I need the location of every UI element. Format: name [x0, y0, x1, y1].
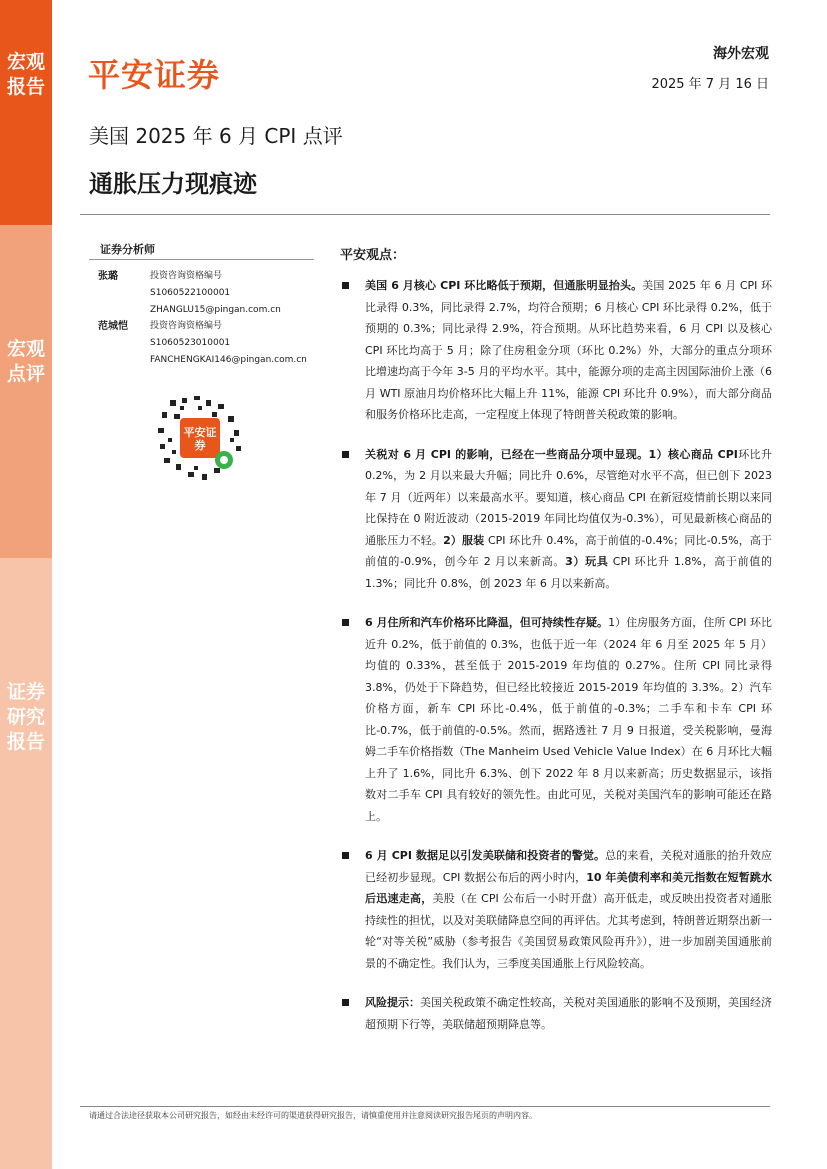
analyst-cert-number: S1060522100001: [150, 288, 231, 298]
bullet-square-icon: [342, 451, 349, 458]
bullet-square-icon: [342, 852, 349, 859]
footer-disclaimer: 请通过合法途径获取本公司研究报告，如经由未经许可的渠道获得研究报告，请慎重使用并注意阅读研究报告尾页的声明内容。: [89, 1111, 537, 1120]
key-point-lead: 10 年美债利率和美元指数在短暂跳水后迅速走高，: [365, 870, 772, 905]
footer-divider: [80, 1106, 770, 1107]
key-point-body: 环比升 0.2%，为 2 月以来最大升幅；同比升 0.6%，尽管绝对水平不高，但已创下 2023 年 7 月（近两年）以来最高水平。要知道，核心商品 CPI 在新冠疫情前长期以来同比保持在 0 附近波动（2015-2019 年同比均值仅为-0.3%），可见最新核心商品的通胀压力不轻。: [365, 447, 772, 547]
sidebar-label-review: 宏观点评: [6, 338, 45, 385]
key-point-lead: 关税对 6 月 CPI 的影响，已经在一些商品分项中显现。1）核心商品 CPI: [365, 447, 738, 461]
report-subtitle: 通胀压力现痕迹: [89, 170, 257, 198]
key-point-lead: 6 月住所和汽车价格环比降温，但可持续性存疑。: [365, 616, 609, 629]
analyst-cert-number: S1060523010001: [150, 338, 231, 348]
bullet-square-icon: [342, 619, 349, 626]
report-region: 海外宏观: [713, 46, 769, 62]
key-point-body: CPI 环比升 0.4%，高于前值的-0.4%；同比-0.5%，高于前值的-0.9%，创今年 2 月以来新高。: [365, 533, 773, 568]
bullet-square-icon: [342, 282, 349, 289]
key-point-lead: 3）玩具: [565, 555, 609, 568]
sidebar-label-report-type: 宏观报告: [6, 51, 45, 98]
analyst-heading: 证券分析师: [100, 243, 155, 256]
company-logo: 平安证券: [88, 56, 221, 94]
key-point-lead: 风险提示：: [365, 996, 420, 1009]
analyst-cert-label: 投资咨询资格编号: [150, 321, 223, 331]
key-point-lead: 6 月 CPI 数据足以引发美联储和投资者的警觉。: [365, 849, 606, 862]
key-point-lead: 2）服装: [443, 533, 485, 547]
report-date: 2025 年 7 月 16 日: [651, 77, 769, 92]
key-point-lead: 美国 6 月核心 CPI 环比略低于预期，但通胀明显抬头。: [365, 279, 643, 292]
key-points: [340, 275, 772, 1053]
key-point: [340, 444, 772, 595]
key-point-body: 总的来看，关税对通胀的抬升效应已经初步显现。CPI 数据公布后的两小时内，: [365, 849, 773, 884]
key-point-body: 1）住房服务方面，住所 CPI 环比近升 0.2%，低于前值的 0.3%，也低于近一年（2024 年 6 月至 2025 年 5 月）均值的 0.33%，甚至低于 2015-2019 年均值的 0.27%。住所 CPI 同比录得 3.8%，仍处于下降趋势，但已经比较接近 2015-2019 年均值的 3.3%。2）汽车价格方面，新车 CPI 环比-0.4%，低于前值的-0.3%；二手车和卡车 CPI 环比-0.7%，低于前值的-0.5%。然而，据路透社 7 月 9 日报道，受关税影响，曼海姆二手车价格指数（The Manheim Used Vehicle Value Index）在 6 月环比大幅上升了 1.6%，同比升 6.3%、创下 2022 年 8 月以来新高；历史数据显示，该指数对二手车 CPI 具有较好的领先性。由此可见，关税对美国汽车的影响可能还在路上。: [365, 616, 772, 823]
analyst-name: 范城恺: [98, 321, 128, 332]
sidebar-label-research: 证券研究报告: [6, 681, 45, 753]
analyst-name: 张璐: [98, 271, 118, 282]
sidebar-block-research: [0, 558, 52, 1169]
key-point: [340, 275, 772, 426]
bullet-square-icon: [342, 999, 349, 1006]
key-point-body: CPI 环比升 1.8%，高于前值的 1.3%；同比升 0.8%，创 2023 年 6 月以来新高。: [365, 555, 773, 590]
key-point-body: 美国关税政策不确定性较高，关税对美国通胀的影响不及预期，美国经济超预期下行等，美联储超预期降息等。: [365, 996, 772, 1031]
report-title: 美国 2025 年 6 月 CPI 点评: [89, 124, 343, 148]
header-divider: [80, 214, 770, 215]
sidebar-block-review: [0, 225, 52, 558]
key-point-body: 美股（在 CPI 公布后一小时开盘）高开低走，或反映出投资者对通胀持续性的担忧，以及对美联储降息空间的再评估。尤其考虑到，特朗普近期祭出新一轮“对等关税”威胁（参考报告《美国贸易政策风险再升》），进一步加剧美国通胀前景的不确定性。我们认为，三季度美国通胀上行风险较高。: [365, 892, 772, 970]
analyst-divider: [89, 259, 314, 260]
sidebar-block-report-type: [0, 0, 52, 225]
analyst-email[interactable]: FANCHENGKAI146@pingan.com.cn: [150, 355, 307, 365]
analyst-cert-label: 投资咨询资格编号: [150, 271, 223, 281]
key-point: [340, 612, 772, 827]
analyst-email[interactable]: ZHANGLU15@pingan.com.cn: [150, 305, 281, 315]
key-point-body: 美国 2025 年 6 月 CPI 环比录得 0.3%，同比录得 2.7%，均符合预期；6 月核心 CPI 环比录得 0.2%，低于预期的 0.3%；同比录得 2.9%，符合预期。从环比趋势来看，6 月 CPI 以及核心 CPI 环比均高于 5 月；除了住房租金分项（环比 0.2%）外，大部分的重点分项环比增速均高于今年 3-5 月的平均水平。其中，能源分项的走高主因国际油价上涨（6 月 WTI 原油月均价格环比大幅上升 11%，能源 CPI 环比升 0.9%），而大部分商品和服务价格环比走高，一定程度上体现了特朗普关税政策的影响。: [365, 279, 772, 421]
key-point: [340, 992, 772, 1035]
section-title: 平安观点：: [340, 248, 406, 263]
key-point: [340, 845, 772, 974]
sidebar: [0, 0, 52, 1169]
qr-logo-text: 平安证券: [183, 426, 217, 452]
